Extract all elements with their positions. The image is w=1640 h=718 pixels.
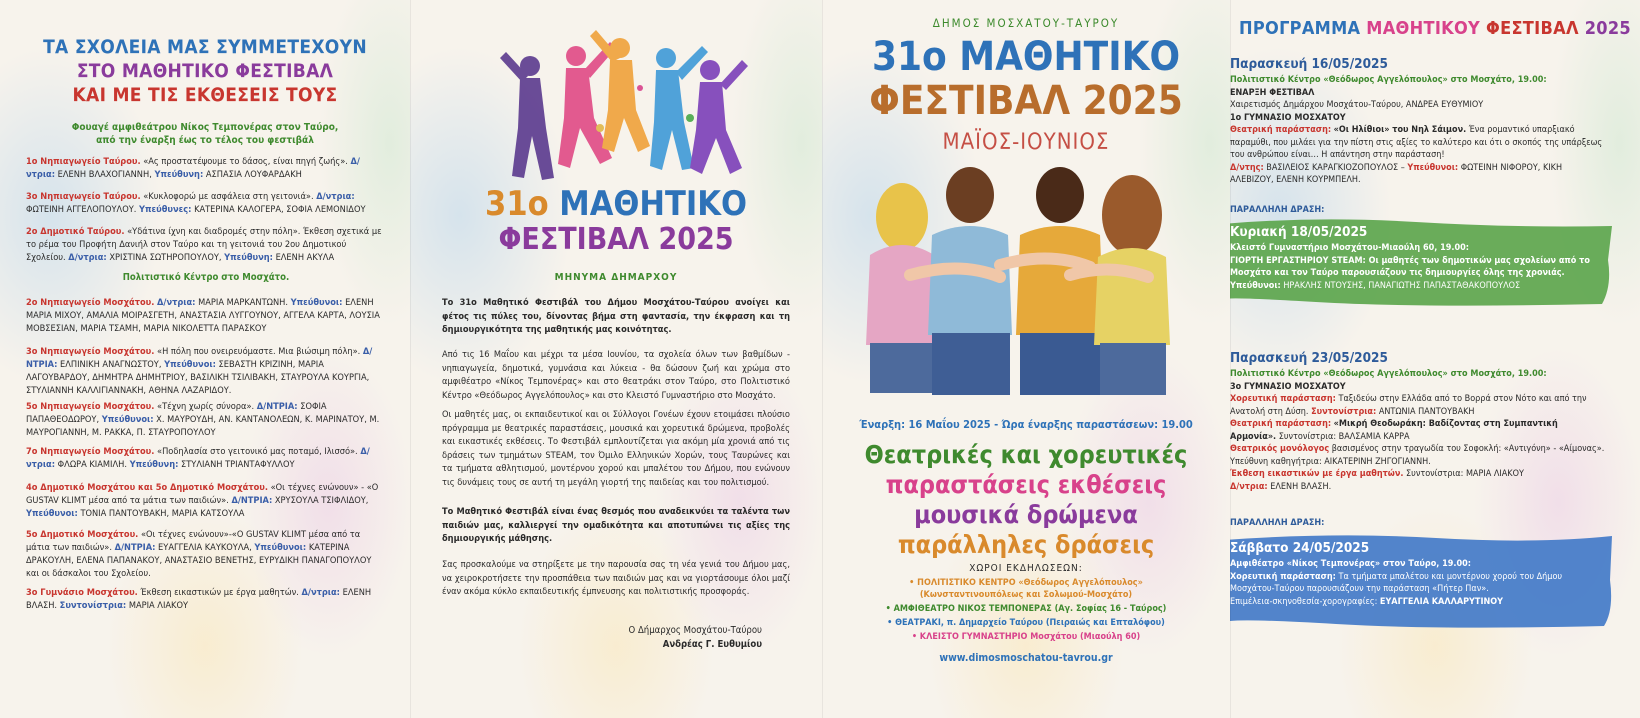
fold-line (410, 0, 411, 718)
school-entry: 3ο Νηπιαγωγείο Μοσχάτου. «Η πόλη που ονειρευόμαστε. Μια βιώσιμη πόλη». Δ/ΝΤΡΙΑ: ΕΛΠΙΝΙΚΗ ΑΝΑΓΝΩΣΤΟΥ, Υπεύθυνοι: ΣΕΒΑΣΤΗ ΚΡΙΖΙΝΗ, ΜΑΡΙΑ ΛΑΓΟΥΒΑΡΔΟΥ, ΔΗΜΗΤΡΑ ΔΗΜΗΤΡΙΟΥ, ΒΑΣΙΛΙΚΗ ΤΣΙΛΙΒΑΚΗ, ΣΤΑΥΡΟΥΛΑ ΚΟΥΡΓΙΑ, ΣΤΥΛΙΑΝΝΗ ΚΑΛΛΙΓΙΑΝΝΑΚΗ, ΑΘΗΝΑ ΛΑΖΑΡΙΔΟΥ. (26, 346, 373, 396)
day1-details: Πολιτιστικό Κέντρο «Θεόδωρος Αγγελόπουλος» στο Μοσχάτο, 19.00: ΕΝΑΡΞΗ ΦΕΣΤΙΒΑΛ Χαιρετισμός Δημάρχου Μοσχάτου-Ταύρου, ΑΝΔΡΕΑ ΕΥΘΥΜΙΟΥ 1ο ΓΥΜΝΑΣΙΟ ΜΟΣΧΑΤΟΥ Θεατρική παράσταση: «Οι Ηλίθιοι» του Νηλ Σάιμον. Ένα ρομαντικό υπαρξιακό παραμύθι, που μιλάει για την πίστη στις αξίες το καλύτερο και ότι ο σκοπός της υπάρξεως του ανθρώπου είναι… Η απάντηση στην παράσταση! Δ/ντης: ΒΑΣΙΛΕΙΟΣ ΚΑΡΑΓΚΙΟΖΟΠΟΥΛΟΣ – Υπεύθυνοι: ΦΩΤΕΙΝΗ ΝΙΦΟΡΟΥ, ΚΙΚΗ ΑΛΕΒΙΖΟΥ, ΕΛΕΝΗ ΚΟΥΡΜΠΕΛΗ. (1230, 75, 1603, 185)
school-entry: 1ο Νηπιαγωγείο Ταύρου. «Ας προστατέψουμε το δάσος, είναι πηγή ζωής». Δ/ντρια: ΕΛΕΝΗ ΒΛΑΧΟΓΙΑΝΝΗ, Υπεύθυνη: ΑΣΠΑΣΙΑ ΛΟΥΦΑΡΔΑΚΗ (26, 156, 360, 180)
fold-line (822, 0, 823, 718)
cover-title-line1: 31ο ΜΑΘΗΤΙΚΟ (871, 34, 1181, 80)
municipality-name: ΔΗΜΟΣ ΜΟΣΧΑΤΟΥ-ΤΑΥΡΟΥ (932, 16, 1120, 30)
logo-title-line1: 31ο ΜΑΘΗΤΙΚΟ (485, 184, 747, 224)
school-entry: 5ο Δημοτικό Μοσχάτου. «Οι τέχνες ενώνουν»-«Ο GUSTAV KLIMT μέσα από τα μάτια των παιδιών». Δ/ΝΤΡΙΑ: ΕΥΑΓΓΕΛΙΑ ΚΑΥΚΟΥΛΑ, Υπεύθυνοι: ΚΑΤΕΡΙΝΑ ΔΡΑΚΟΥΛΗ, ΕΛΕΝΑ ΠΑΠΑΝΑΚΟΥ, ΑΝΑΣΤΑΣΙΟ ΒΕΝΕΤΗΣ, ΕΥΡΥΔΙΚΗ ΠΑΝΑΓΟΠΟΥΛΟΥ και οι δάσκαλοι του Σχολείου. (26, 529, 372, 579)
activities-line3: μουσικά δρώμενα (914, 500, 1138, 529)
panel-cover (822, 0, 1230, 718)
venue-4: • ΚΛΕΙΣΤΟ ΓΥΜΝΑΣΤΗΡΙΟ Μοσχάτου (Μιαούλη 60) (911, 632, 1141, 642)
logo-title-line2: ΦΕΣΤΙΒΑΛ 2025 (498, 222, 734, 257)
venues-title: ΧΩΡΟΙ ΕΚΔΗΛΩΣΕΩΝ: (969, 563, 1083, 574)
day3-date: Παρασκευή 23/05/2025 (1230, 350, 1388, 366)
school-entry: 7ο Νηπιαγωγείο Μοσχάτου. «Ποδηλασία στο γειτονικό μας ποταμό, Ιλισσό». Δ/ντρια: ΦΛΩΡΑ ΚΙΑΜΙΛΗ. Υπεύθυνη: ΣΤΥΛΙΑΝΗ ΤΡΙΑΝΤΑΦΥΛΛΟΥ (26, 446, 370, 470)
message-paragraph-1: Το 31ο Μαθητικό Φεστιβάλ του Δήμου Μοσχάτου-Ταύρου ανοίγει και φέτος τις πύλες του, δίνοντας βήμα στη φαντασία, την έκφραση και τη δημιουργικότητα της μαθητικής μας κοινότητας. (442, 297, 790, 335)
activities-line4: παράλληλες δράσεις (897, 530, 1155, 559)
school-entry: 4ο Δημοτικό Μοσχάτου και 5ο Δημοτικό Μοσχάτου. «Οι τέχνες ενώνουν» - «Ο GUSTAV KLIMT μέσα από τα μάτια των παιδιών». Δ/ΝΤΡΙΑ: ΧΡΥΣΟΥΛΑ ΤΣΙΦΛΙΔΟΥ, Υπεύθυνοι: ΤΟΝΙΑ ΠΑΝΤΟΥΒΑΚΗ, ΜΑΡΙΑ ΚΑΤΣΟΥΛΑ (26, 482, 379, 519)
message-paragraph-3: Οι μαθητές μας, οι εκπαιδευτικοί και οι Σύλλογοι Γονέων έχουν ετοιμάσει πλούσιο πρόγραμμα με θεατρικές παραστάσεις, μουσικά και χορευτικά δρώμενα, προβολές και εικαστικές εκθέσεις. Το Φεστιβάλ εμπλουτίζεται για ακόμη μία χρονιά από τις δράσεις των τμημάτων STEAM, τον Όμιλο Ελληνικών Χορών, τους Ταυρώνες και τα τμήματα αθλητισμού, μοντέρνου χορού και μπαλέτου του Δήμου, που ενώνουν τις δυνάμεις τους σε αυτή τη μεγάλη γιορτή της παιδείας και του πολιτισμού. (442, 409, 790, 488)
message-paragraph-5: Σας προσκαλούμε να στηρίξετε με την παρουσία σας τη νέα γενιά του Δήμου μας, να χειροκροτήσετε την προσπάθεια των παιδιών μας και να γιορτάσουμε όλοι μαζί έναν ακόμα κύκλο εκπαιδευτικής έμπνευσης και πολιτιστικής προσφοράς. (442, 559, 790, 597)
day4-details: Αμφιθέατρο «Νίκος Τεμπονέρας» στον Ταύρο, 19.00: Χορευτική παράσταση: Τα τμήματα μπαλέτου και μοντέρνου χορού του Δήμου Μοσχάτου-Ταύρου παρουσιάζουν την παράσταση «Πήτερ Παν». Επιμέλεια-σκηνοθεσία-χορογραφίες: ΕΥΑΓΓΕΛΙΑ ΚΑΛΛΑΡΥΤΙΝΟΥ (1230, 559, 1563, 607)
day1-date: Παρασκευή 16/05/2025 (1230, 56, 1388, 72)
friends-hugging-illustration (850, 165, 1180, 410)
school-entry: 3ο Γυμνάσιο Μοσχάτου. Έκθεση εικαστικών με έργα μαθητών. Δ/ντρια: ΕΛΕΝΗ ΒΛΑΣΗ. Συντονίστρια: ΜΑΡΙΑ ΛΙΑΚΟΥ (26, 587, 372, 611)
parallel-action-label-1: ΠΑΡΑΛΛΗΛΗ ΔΡΑΣΗ: (1230, 205, 1325, 215)
website-link[interactable]: www.dimosmoschatou-tavrou.gr (939, 652, 1113, 664)
signature-role: Ο Δήμαρχος Μοσχάτου-Ταύρου (628, 625, 762, 636)
fold-line (1230, 0, 1231, 718)
panel-schools (0, 0, 410, 718)
venue-2: • ΑΜΦΙΘΕΑΤΡΟ ΝΙΚΟΣ ΤΕΜΠΟΝΕΡΑΣ (Αγ. Σοφίας 16 - Ταύρος) (885, 604, 1167, 614)
day4-date: Σάββατο 24/05/2025 (1230, 540, 1370, 556)
center-label: Πολιτιστικό Κέντρο στο Μοσχάτο. (122, 272, 290, 283)
school-entry: 5ο Νηπιαγωγείο Μοσχάτου. «Τέχνη χωρίς σύνορα». Δ/ΝΤΡΙΑ: ΣΟΦΙΑ ΠΑΠΑΘΕΟΔΩΡΟΥ, Υπεύθυνοι: Χ. ΜΑΥΡΟΥΔΗ, ΑΝ. ΚΑΝΤΑΝΟΛΕΩΝ, Κ. ΜΑΡΙΝΑΤΟΥ, Μ. ΜΑΥΡΟΓΙΑΝΝΗ, Μ. ΡΑΚΚΑ, Π. ΣΤΑΥΡΟΠΟΥΛΟΥ (26, 401, 380, 438)
school-entry: 2ο Νηπιαγωγείο Μοσχάτου. Δ/ντρια: ΜΑΡΙΑ ΜΑΡΚΑΝΤΩΝΗ. Υπεύθυνοι: ΕΛΕΝΗ ΜΑΡΙΑ ΜΙΧΟΥ, ΑΜΑΛΙΑ ΜΟΙΡΑΣΓΕΤΗ, ΑΝΑΣΤΑΣΙΑ ΛΥΓΓΟΥΝΟΥ, ΑΓΓΕΛΑ ΚΑΡΤΑ, ΛΟΥΣΙΑ ΜΟΒΣΕΣΙΑΝ, ΜΑΡΙΑ ΤΣΑΜΗ, ΜΑΡΙΑ ΝΙΚΟΛΕΤΤΑ ΠΑΡΑΣΚΟΥ (26, 297, 380, 334)
panel-program (1230, 0, 1640, 718)
schools-heading-line2: ΣΤΟ ΜΑΘΗΤΙΚΟ ΦΕΣΤΙΒΑΛ (76, 60, 334, 82)
opening-info: Έναρξη: 16 Μαΐου 2025 - Ώρα έναρξης παραστάσεων: 19.00 (859, 418, 1193, 431)
panel-mayor-message (410, 0, 822, 718)
day2-date: Κυριακή 18/05/2025 (1230, 224, 1368, 240)
activities-line2: παραστάσεις εκθέσεις (885, 470, 1167, 499)
day2-details: Κλειστό Γυμναστήριο Μοσχάτου-Μιαούλη 60, 19.00: ΓΙΟΡΤΗ ΕΡΓΑΣΤΗΡΙΟΥ STEAM: Οι μαθητές των δημοτικών μας σχολείων από το Μοσχάτο και τον Ταύρο παρουσιάζουν τις δημιουργίες όλης της χρονιάς. Υπεύθυνοι: ΗΡΑΚΛΗΣ ΝΤΟΥΣΗΣ, ΠΑΝΑΓΙΩΤΗΣ ΠΑΠΑΣΤΑΘΑΚΟΠΟΥΛΟΣ (1230, 243, 1590, 291)
program-heading: ΠΡΟΓΡΑΜΜΑ ΜΑΘΗΤΙΚΟΥ ΦΕΣΤΙΒΑΛ 2025 (1238, 18, 1632, 39)
schools-subheading-2: από την έναρξη έως το τέλος του φεστιβάλ (96, 135, 314, 146)
day3-details: Πολιτιστικό Κέντρο «Θεόδωρος Αγγελόπουλος» στο Μοσχάτο, 19.00: 3ο ΓΥΜΝΑΣΙΟ ΜΟΣΧΑΤΟΥ Χορευτική παράσταση: Ταξιδεύω στην Ελλάδα από το Βορρά στον Νότο και από την Ανατολή στη Δύση. Συντονίστρια: ΑΝΤΩΝΙΑ ΠΑΝΤΟΥΒΑΚΗ Θεατρική παράσταση: «Μικρή Θεοδωράκη: Βαδίζοντας στη Συμπαντική Αρμονία». Συντονίστρια: ΒΑΛΣΑΜΙΑ ΚΑΡΡΑ Θεατρικός μονόλογος βασισμένος στην τραγωδία του Σοφοκλή: «Αντιγόνη» - «Αίμονας». Υπεύθυνη καθηγήτρια: ΑΙΚΑΤΕΡΙΝΗ ΖΗΓΟΓΙΑΝΝΗ. Έκθεση εικαστικών με έργα μαθητών. Συντονίστρια: ΜΑΡΙΑ ΛΙΑΚΟΥ Δ/ντρια: ΕΛΕΝΗ ΒΛΑΣΗ. (1230, 369, 1605, 492)
venue-1-address: (Κωνσταντινουπόλεως και Σολωμού-Μοσχάτο) (919, 590, 1133, 600)
cover-title-line2: ΦΕΣΤΙΒΑΛ 2025 (869, 78, 1183, 124)
signature-name: Ανδρέας Γ. Ευθυμίου (662, 639, 762, 650)
activities-line1: Θεατρικές και χορευτικές (864, 440, 1188, 469)
schools-subheading-1: Φουαγέ αμφιθεάτρου Νίκος Τεμπονέρας στον Ταύρο, (71, 122, 339, 133)
parallel-action-label-2: ΠΑΡΑΛΛΗΛΗ ΔΡΑΣΗ: (1230, 518, 1325, 528)
school-entry: 2ο Δημοτικό Ταύρου. «Υδάτινα ίχνη και διαδρομές στην πόλη». Έκθεση σχετικά με το ρέμα του Προφήτη Δανιήλ στον Ταύρο και τη γειτονιά του 2ου Δημοτικού Σχολείου. Δ/ντρια: ΧΡΙΣΤΙΝΑ ΣΩΤΗΡΟΠΟΥΛΟΥ, Υπεύθυνη: ΕΛΕΝΗ ΑΚΥΛΑ (26, 226, 382, 263)
venue-1: • ΠΟΛΙΤΙΣΤΙΚΟ ΚΕΝΤΡΟ «Θεόδωρος Αγγελόπουλος» (909, 578, 1143, 588)
schools-heading-line3: ΚΑΙ ΜΕ ΤΙΣ ΕΚΘΕΣΕΙΣ ΤΟΥΣ (72, 84, 338, 106)
schools-heading-line1: ΤΑ ΣΧΟΛΕΙΑ ΜΑΣ ΣΥΜΜΕΤΕΧΟΥΝ (43, 36, 367, 58)
message-paragraph-2: Από τις 16 Μαΐου και μέχρι τα μέσα Ιουνίου, τα σχολεία όλων των βαθμίδων - νηπιαγωγεία, δημοτικά, γυμνάσια και λύκεια - θα δώσουν ζωή και χρώμα στο αμφιθέατρο «Νίκος Τεμπονέρας» και στο θεατράκι στον Ταύρο, στο Πολιτιστικό Κέντρο «Θεόδωρος Αγγελόπουλος» και στο Κλειστό Γυμναστήριο στο Μοσχάτο. (442, 349, 790, 401)
dancing-figures-illustration (480, 18, 750, 188)
school-entry: 3ο Νηπιαγωγείο Ταύρου. «Κυκλοφορώ με ασφάλεια στη γειτονιά». Δ/ντρια: ΦΩΤΕΙΝΗ ΑΓΓΕΛΟΠΟΥΛΟΥ. Υπεύθυνες: ΚΑΤΕΡΙΝΑ ΚΑΛΟΓΕΡΑ, ΣΟΦΙΑ ΛΕΜΟΝΙΔΟΥ (26, 191, 366, 215)
message-paragraph-4: Το Μαθητικό Φεστιβάλ είναι ένας θεσμός που αναδεικνύει τα ταλέντα των παιδιών μας, καλλιεργεί την ομαδικότητα και αποτυπώνει τις αξίες της δημιουργικής μάθησης. (442, 506, 790, 544)
cover-months: ΜΑΪΟΣ-ΙΟΥΝΙΟΣ (942, 130, 1110, 155)
venue-3: • ΘΕΑΤΡΑΚΙ, π. Δημαρχείο Ταύρου (Πειραιώς και Επταλόφου) (887, 618, 1165, 628)
message-title: ΜΗΝΥΜΑ ΔΗΜΑΡΧΟΥ (554, 272, 678, 283)
